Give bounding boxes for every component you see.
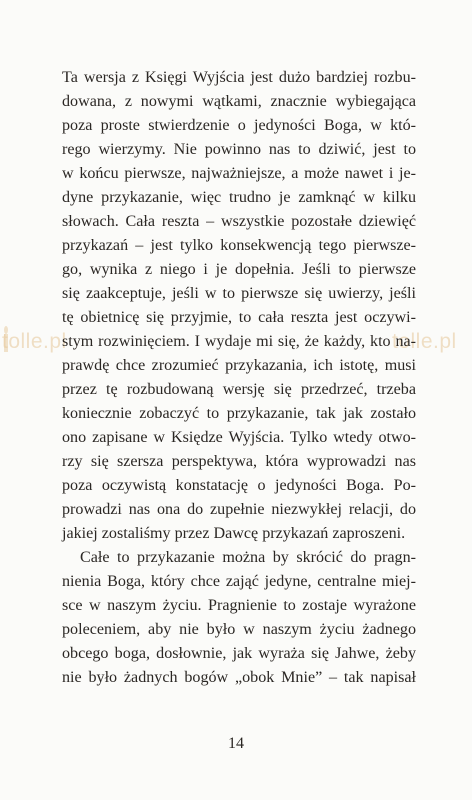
- watermark-right: tolle.pl: [392, 330, 457, 353]
- text-line: sce w naszym życiu. Pragnienie to zostaje wyrażone: [62, 597, 416, 614]
- text-line: stym rozwinięciem. I wydaje mi się, że każdy, kto na-: [62, 333, 416, 350]
- watermark-left: tolle.pl: [2, 330, 67, 353]
- text-line: dyne przykazanie, więc trudno je zamknąć w kilku: [62, 189, 416, 206]
- text-line: poza proste stwierdzenie o jedyności Boga, w któ-: [62, 117, 416, 134]
- text-line: w końcu pierwsze, najważniejsze, a może nawet i je-: [62, 165, 416, 182]
- text-line: przez tę rozbudowaną wersję się przedrzeć, trzeba: [62, 381, 416, 398]
- text-line: poza oczywistą konstatację o jedyności Boga. Po-: [62, 477, 416, 494]
- text-line: się zaakceptuje, jeśli w to pierwsze się uwierzy, jeśli: [62, 285, 416, 302]
- text-line: dowana, z nowymi wątkami, znacznie wybiegająca: [62, 93, 416, 110]
- body-text: [62, 66, 416, 690]
- text-line: słowach. Cała reszta – wszystkie pozostałe dziewięć: [62, 213, 416, 230]
- text-line: poleceniem, aby nie było w naszym życiu żadnego: [62, 621, 416, 638]
- text-line: rego wierzymy. Nie powinno nas to dziwić, jest to: [62, 141, 416, 158]
- text-line: nie było żadnych bogów „obok Mnie” – tak napisał: [62, 669, 416, 686]
- text-line: prawdę chce zrozumieć przykazania, ich istotę, musi: [62, 357, 416, 374]
- text-line: Całe to przykazanie można by skrócić do pragn-: [80, 549, 416, 566]
- text-line: prowadzi nas ona do zupełnie niezwykłej relacji, do: [62, 501, 416, 518]
- text-line: obcego boga, dosłownie, jak wyraża się Jahwe, żeby: [62, 645, 416, 662]
- text-line: Ta wersja z Księgi Wyjścia jest dużo bardziej rozbu-: [62, 69, 416, 86]
- text-line: go, wynika z niego i je dopełnia. Jeśli to pierwsze: [62, 261, 416, 278]
- text-line: nienia Boga, który chce zająć jedyne, centralne miej-: [62, 573, 416, 590]
- page-number: 14: [228, 735, 244, 752]
- text-line: jakiej zostaliśmy przez Dawcę przykazań zaproszeni.: [62, 525, 406, 542]
- text-line: koniecznie zobaczyć to przykazanie, tak jak zostało: [62, 405, 416, 422]
- text-line: tę obietnicę się przyjmie, to cała reszta jest oczywi-: [62, 309, 416, 326]
- text-line: przykazań – jest tylko konsekwencją tego pierwsze-: [62, 237, 416, 254]
- text-line: ono zapisane w Księdze Wyjścia. Tylko wtedy otwo-: [62, 429, 416, 446]
- text-line: rzy się szersza perspektywa, która wyprowadzi nas: [62, 453, 416, 470]
